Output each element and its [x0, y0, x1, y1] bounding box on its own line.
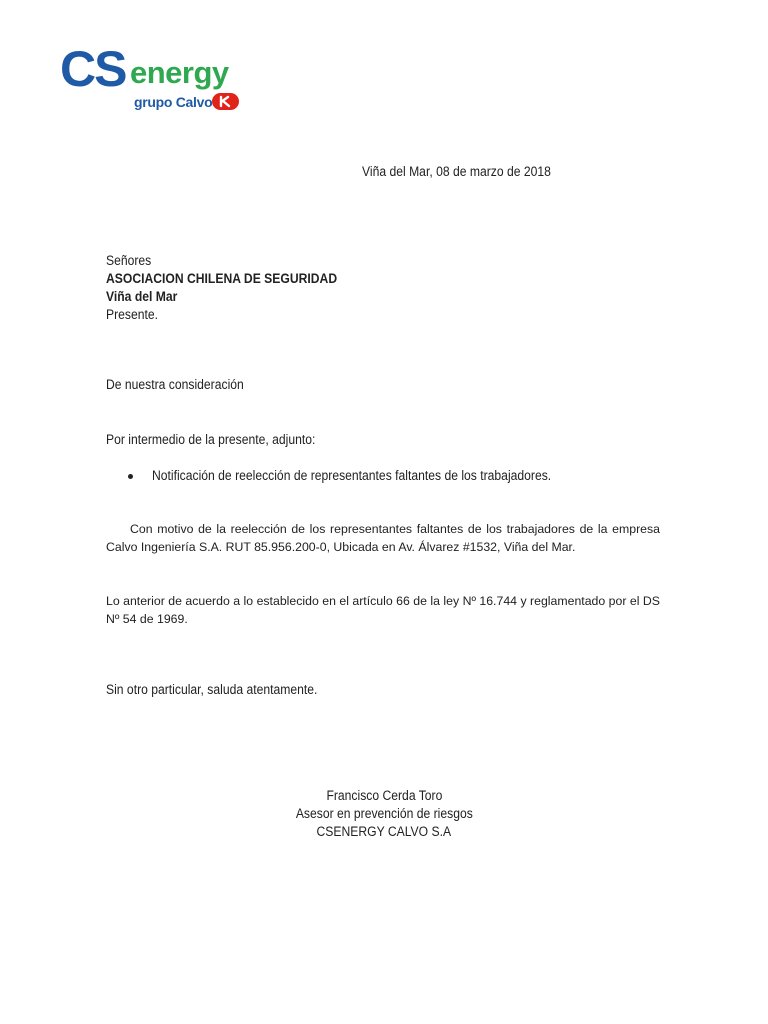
bullet-icon — [128, 474, 133, 479]
intro-line: Por intermedio de la presente, adjunto: — [106, 432, 316, 447]
company-logo — [60, 41, 250, 116]
paragraph-motive: Con motivo de la reelección de los representantes faltantes de los trabajadores de la empresa Calvo Ingeniería S.A. RUT 85.956.200-0, Ubicada en Av. Álvarez #1532, Viña del Mar. — [106, 522, 660, 554]
salutation: Señores — [106, 253, 152, 268]
signature-title-text: Asesor en prevención de riesgos — [295, 806, 473, 821]
attachment-item: Notificación de reelección de representantes faltantes de los trabajadores. — [152, 468, 552, 483]
logo-energy-text: energy — [130, 55, 229, 90]
letter-date: Viña del Mar, 08 de marzo de 2018 — [362, 164, 551, 179]
grupo-calvo-k-icon — [212, 93, 239, 110]
presente-line: Presente. — [106, 307, 159, 322]
signature-name-text: Francisco Cerda Toro — [326, 788, 442, 803]
recipient-city: Viña del Mar — [106, 289, 178, 304]
signature-name — [234, 787, 534, 805]
paragraph-legal: Lo anterior de acuerdo a lo establecido en el artículo 66 de la ley Nº 16.744 y reglamentado por el DS Nº 54 de 1969. — [106, 594, 660, 626]
logo-cs-text: CS — [60, 41, 126, 97]
signature-company-text: CSENERGY CALVO S.A — [316, 824, 452, 839]
recipient-organization: ASOCIACION CHILENA DE SEGURIDAD — [106, 271, 338, 286]
signature-company — [234, 823, 534, 841]
greeting: De nuestra consideración — [106, 377, 244, 392]
signature-title — [234, 805, 534, 823]
closing-line: Sin otro particular, saluda atentamente. — [106, 682, 318, 697]
logo-group-text: grupo Calvo — [134, 94, 213, 110]
